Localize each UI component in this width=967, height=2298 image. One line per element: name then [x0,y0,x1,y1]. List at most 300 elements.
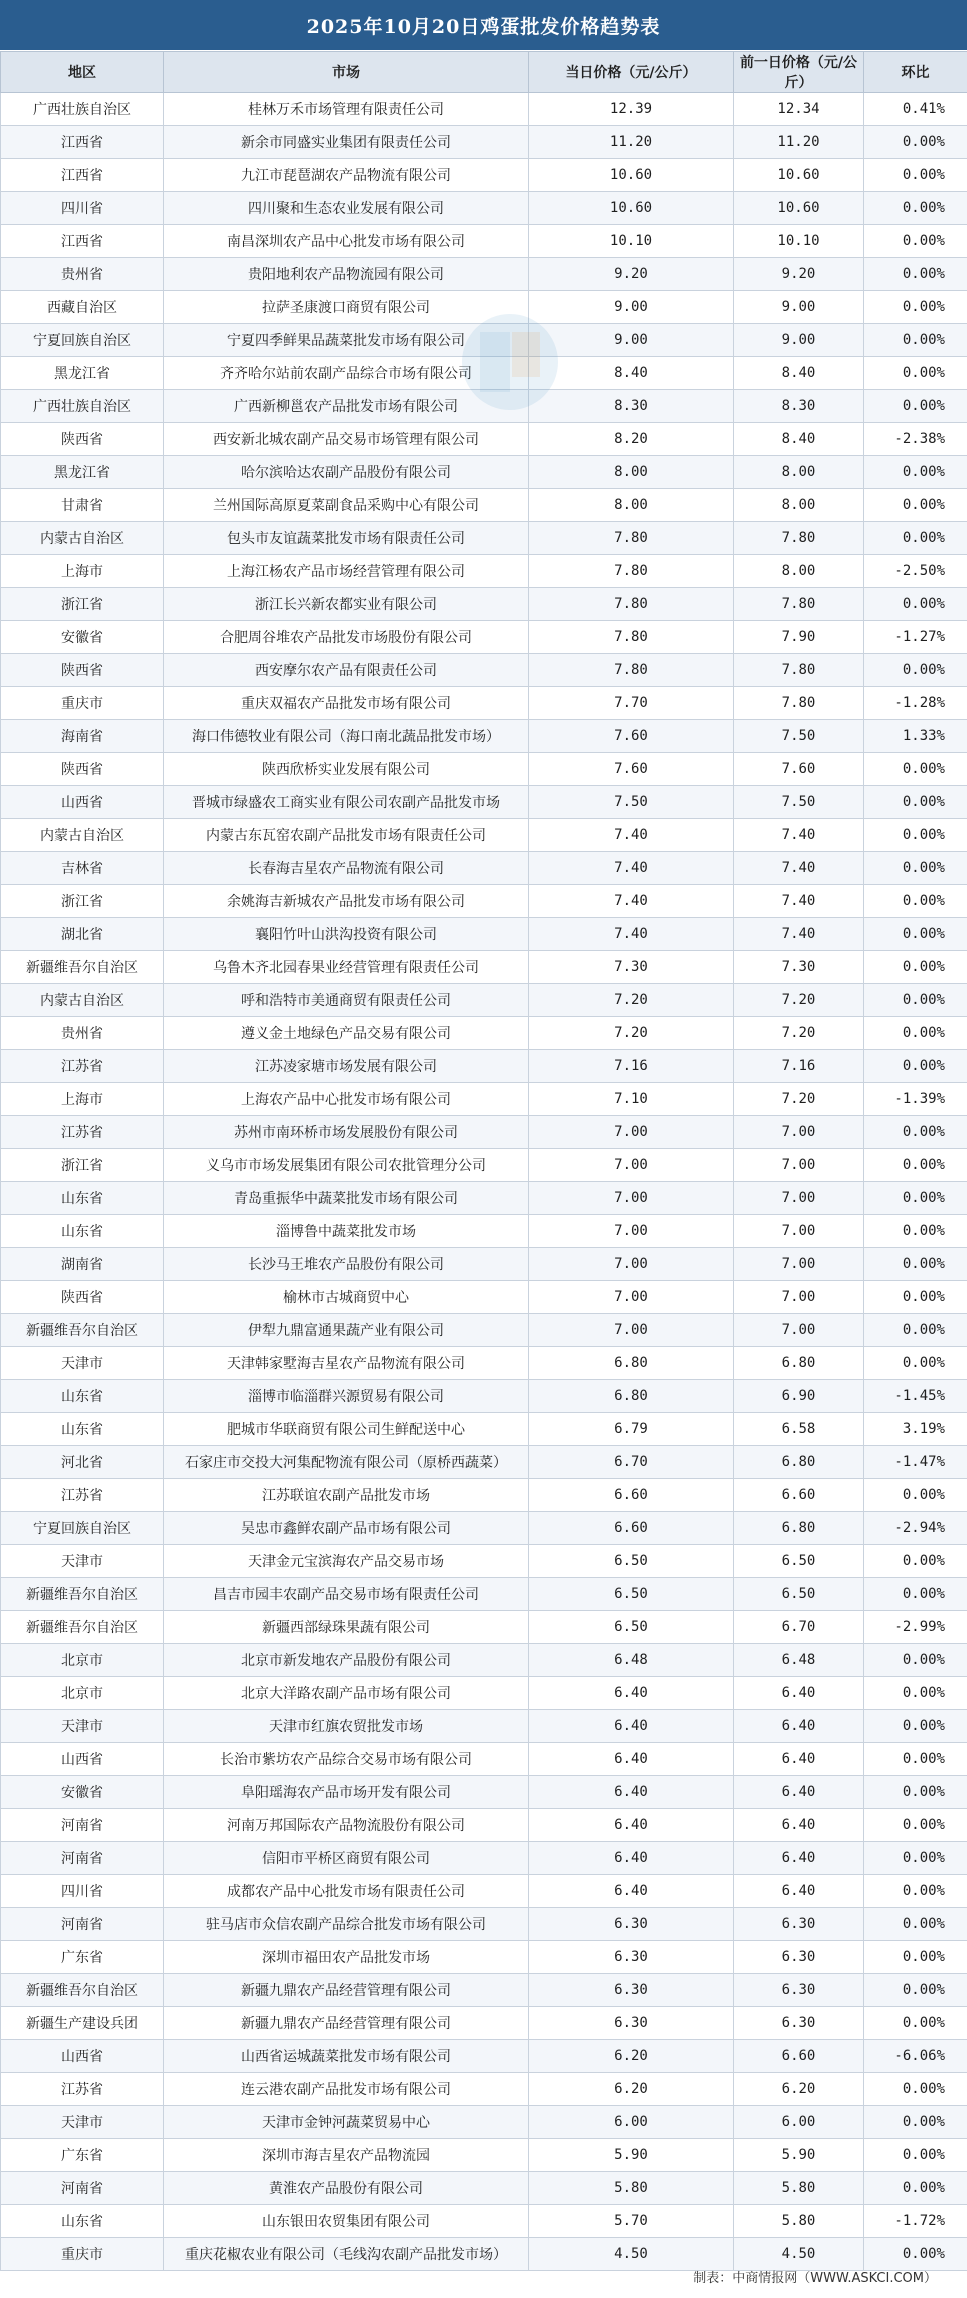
region-cell: 河南省 [1,1908,164,1941]
region-cell: 广西壮族自治区 [1,93,164,126]
price-prev-cell: 7.60 [734,753,864,786]
table-row [1,423,967,456]
price-today-cell: 5.70 [529,2205,734,2238]
price-prev-cell: 7.50 [734,786,864,819]
change-cell: 0.00% [864,1545,967,1578]
price-prev-cell: 6.80 [734,1512,864,1545]
market-cell: 义乌市市场发展集团有限公司农批管理分公司 [164,1149,529,1182]
price-today-cell: 7.00 [529,1248,734,1281]
table-row [1,1776,967,1809]
region-cell: 陕西省 [1,1281,164,1314]
change-cell: 1.33% [864,720,967,753]
price-prev-cell: 7.80 [734,654,864,687]
region-cell: 宁夏回族自治区 [1,324,164,357]
market-cell: 天津金元宝滨海农产品交易市场 [164,1545,529,1578]
price-today-cell: 6.30 [529,2007,734,2040]
table-row [1,1380,967,1413]
region-cell: 北京市 [1,1644,164,1677]
price-today-cell: 10.60 [529,192,734,225]
price-table [0,51,967,2271]
change-cell: 0.00% [864,1479,967,1512]
market-cell: 包头市友谊蔬菜批发市场有限责任公司 [164,522,529,555]
change-cell: 0.00% [864,126,967,159]
price-prev-cell: 7.40 [734,885,864,918]
price-today-cell: 7.20 [529,1017,734,1050]
market-cell: 新疆九鼎农产品经营管理有限公司 [164,1974,529,2007]
market-cell: 长沙马王堆农产品股份有限公司 [164,1248,529,1281]
price-prev-cell: 6.30 [734,1941,864,1974]
region-cell: 江西省 [1,126,164,159]
region-cell: 湖北省 [1,918,164,951]
price-prev-cell: 6.20 [734,2073,864,2106]
change-cell: -2.38% [864,423,967,456]
region-cell: 西藏自治区 [1,291,164,324]
price-today-cell: 7.40 [529,819,734,852]
change-cell: 0.00% [864,258,967,291]
region-cell: 山东省 [1,2205,164,2238]
change-cell: 0.00% [864,1743,967,1776]
price-today-cell: 7.80 [529,555,734,588]
price-today-cell: 9.00 [529,324,734,357]
price-today-cell: 7.00 [529,1314,734,1347]
price-today-cell: 10.60 [529,159,734,192]
price-prev-cell: 6.50 [734,1545,864,1578]
table-row [1,1644,967,1677]
market-cell: 桂林万禾市场管理有限责任公司 [164,93,529,126]
region-cell: 河南省 [1,1809,164,1842]
market-cell: 阜阳瑶海农产品市场开发有限公司 [164,1776,529,1809]
region-cell: 山西省 [1,786,164,819]
price-today-cell: 4.50 [529,2238,734,2271]
price-today-cell: 6.40 [529,1809,734,1842]
market-cell: 新余市同盛实业集团有限责任公司 [164,126,529,159]
change-cell: 0.00% [864,2139,967,2172]
market-cell: 广西新柳邕农产品批发市场有限公司 [164,390,529,423]
region-cell: 安徽省 [1,621,164,654]
region-cell: 安徽省 [1,1776,164,1809]
price-today-cell: 7.50 [529,786,734,819]
table-row [1,1347,967,1380]
market-cell: 成都农产品中心批发市场有限责任公司 [164,1875,529,1908]
price-prev-cell: 6.40 [734,1842,864,1875]
region-cell: 黑龙江省 [1,357,164,390]
table-row [1,126,967,159]
table-row [1,2205,967,2238]
price-prev-cell: 8.00 [734,456,864,489]
market-cell: 遵义金土地绿色产品交易有限公司 [164,1017,529,1050]
price-today-cell: 6.60 [529,1479,734,1512]
region-cell: 新疆生产建设兵团 [1,2007,164,2040]
region-cell: 浙江省 [1,885,164,918]
table-row [1,489,967,522]
price-today-cell: 8.00 [529,456,734,489]
market-cell: 北京大洋路农副产品市场有限公司 [164,1677,529,1710]
price-today-cell: 7.20 [529,984,734,1017]
change-cell: 0.00% [864,324,967,357]
change-cell: -2.94% [864,1512,967,1545]
price-today-cell: 7.80 [529,621,734,654]
price-prev-cell: 6.48 [734,1644,864,1677]
price-prev-cell: 9.00 [734,291,864,324]
header-price-prev: 前一日价格（元/公斤） [734,52,864,93]
region-cell: 北京市 [1,1677,164,1710]
change-cell: 0.00% [864,357,967,390]
table-row [1,852,967,885]
region-cell: 四川省 [1,1875,164,1908]
table-row [1,687,967,720]
price-prev-cell: 6.60 [734,1479,864,1512]
price-prev-cell: 7.00 [734,1116,864,1149]
market-cell: 北京市新发地农产品股份有限公司 [164,1644,529,1677]
table-row [1,1875,967,1908]
table-row [1,1941,967,1974]
table-row [1,357,967,390]
market-cell: 山西省运城蔬菜批发市场有限公司 [164,2040,529,2073]
price-prev-cell: 7.00 [734,1182,864,1215]
table-row [1,1545,967,1578]
table-row [1,1182,967,1215]
price-today-cell: 6.20 [529,2040,734,2073]
table-row [1,1281,967,1314]
region-cell: 河北省 [1,1446,164,1479]
price-today-cell: 7.16 [529,1050,734,1083]
region-cell: 广东省 [1,1941,164,1974]
price-today-cell: 6.20 [529,2073,734,2106]
price-prev-cell: 7.20 [734,1083,864,1116]
change-cell: 0.00% [864,456,967,489]
price-today-cell: 7.00 [529,1182,734,1215]
price-today-cell: 6.30 [529,1974,734,2007]
table-row [1,1842,967,1875]
table-row [1,192,967,225]
price-prev-cell: 7.30 [734,951,864,984]
table-row [1,522,967,555]
market-cell: 南昌深圳农产品中心批发市场有限公司 [164,225,529,258]
change-cell: 0.00% [864,1809,967,1842]
change-cell: 3.19% [864,1413,967,1446]
table-row [1,1446,967,1479]
price-today-cell: 6.50 [529,1545,734,1578]
market-cell: 海口伟德牧业有限公司（海口南北蔬品批发市场） [164,720,529,753]
region-cell: 江西省 [1,159,164,192]
price-prev-cell: 10.10 [734,225,864,258]
price-prev-cell: 6.40 [734,1677,864,1710]
price-today-cell: 7.80 [529,522,734,555]
region-cell: 河南省 [1,1842,164,1875]
market-cell: 晋城市绿盛农工商实业有限公司农副产品批发市场 [164,786,529,819]
price-prev-cell: 7.00 [734,1281,864,1314]
change-cell: 0.00% [864,1017,967,1050]
price-prev-cell: 6.70 [734,1611,864,1644]
price-today-cell: 7.40 [529,885,734,918]
price-prev-cell: 7.80 [734,588,864,621]
price-today-cell: 7.60 [529,753,734,786]
price-today-cell: 6.40 [529,1842,734,1875]
price-today-cell: 7.00 [529,1149,734,1182]
region-cell: 山东省 [1,1215,164,1248]
market-cell: 江苏凌家塘市场发展有限公司 [164,1050,529,1083]
region-cell: 江苏省 [1,1479,164,1512]
table-row [1,951,967,984]
change-cell: 0.00% [864,918,967,951]
market-cell: 新疆西部绿珠果蔬有限公司 [164,1611,529,1644]
price-today-cell: 7.80 [529,588,734,621]
price-prev-cell: 5.80 [734,2205,864,2238]
change-cell: -1.39% [864,1083,967,1116]
price-prev-cell: 7.50 [734,720,864,753]
region-cell: 江苏省 [1,1050,164,1083]
market-cell: 天津市红旗农贸批发市场 [164,1710,529,1743]
price-prev-cell: 9.20 [734,258,864,291]
price-today-cell: 6.40 [529,1677,734,1710]
change-cell: 0.00% [864,1941,967,1974]
price-prev-cell: 5.80 [734,2172,864,2205]
change-cell: 0.00% [864,786,967,819]
region-cell: 湖南省 [1,1248,164,1281]
market-cell: 贵阳地利农产品物流园有限公司 [164,258,529,291]
table-row [1,918,967,951]
table-row [1,984,967,1017]
market-cell: 长治市紫坊农产品综合交易市场有限公司 [164,1743,529,1776]
market-cell: 齐齐哈尔站前农副产品综合市场有限公司 [164,357,529,390]
market-cell: 重庆双福农产品批发市场有限公司 [164,687,529,720]
price-prev-cell: 8.30 [734,390,864,423]
price-today-cell: 7.00 [529,1215,734,1248]
market-cell: 连云港农副产品批发市场有限公司 [164,2073,529,2106]
table-row [1,291,967,324]
change-cell: -1.28% [864,687,967,720]
region-cell: 新疆维吾尔自治区 [1,1578,164,1611]
price-prev-cell: 9.00 [734,324,864,357]
change-cell: 0.00% [864,1710,967,1743]
region-cell: 天津市 [1,1347,164,1380]
market-cell: 苏州市南环桥市场发展股份有限公司 [164,1116,529,1149]
price-prev-cell: 4.50 [734,2238,864,2271]
price-today-cell: 6.80 [529,1380,734,1413]
table-row [1,1215,967,1248]
change-cell: 0.00% [864,753,967,786]
price-today-cell: 6.60 [529,1512,734,1545]
market-cell: 黄淮农产品股份有限公司 [164,2172,529,2205]
market-cell: 石家庄市交投大河集配物流有限公司（原桥西蔬菜） [164,1446,529,1479]
price-prev-cell: 8.40 [734,357,864,390]
region-cell: 广东省 [1,2139,164,2172]
market-cell: 榆林市古城商贸中心 [164,1281,529,1314]
change-cell: 0.00% [864,1182,967,1215]
table-row [1,2040,967,2073]
market-cell: 信阳市平桥区商贸有限公司 [164,1842,529,1875]
price-prev-cell: 6.40 [734,1710,864,1743]
change-cell: -2.50% [864,555,967,588]
price-prev-cell: 7.80 [734,522,864,555]
price-today-cell: 6.30 [529,1908,734,1941]
market-cell: 九江市琵琶湖农产品物流有限公司 [164,159,529,192]
change-cell: 0.00% [864,1842,967,1875]
price-prev-cell: 6.30 [734,1974,864,2007]
change-cell: 0.00% [864,1314,967,1347]
price-prev-cell: 10.60 [734,159,864,192]
market-cell: 深圳市福田农产品批发市场 [164,1941,529,1974]
price-prev-cell: 6.90 [734,1380,864,1413]
table-row [1,1512,967,1545]
market-cell: 四川聚和生态农业发展有限公司 [164,192,529,225]
region-cell: 四川省 [1,192,164,225]
change-cell: 0.00% [864,2238,967,2271]
market-cell: 青岛重振华中蔬菜批发市场有限公司 [164,1182,529,1215]
market-cell: 天津市金钟河蔬菜贸易中心 [164,2106,529,2139]
table-row [1,1017,967,1050]
price-prev-cell: 8.00 [734,489,864,522]
market-cell: 长春海吉星农产品物流有限公司 [164,852,529,885]
table-row [1,588,967,621]
table-row [1,2139,967,2172]
region-cell: 新疆维吾尔自治区 [1,951,164,984]
table-row [1,1710,967,1743]
table-row [1,621,967,654]
change-cell: 0.00% [864,1248,967,1281]
price-prev-cell: 12.34 [734,93,864,126]
header-row [1,52,967,93]
table-row [1,2172,967,2205]
table-row [1,1083,967,1116]
header-region: 地区 [1,52,164,93]
table-row [1,1149,967,1182]
market-cell: 河南万邦国际农产品物流股份有限公司 [164,1809,529,1842]
price-today-cell: 6.70 [529,1446,734,1479]
market-cell: 淄博市临淄群兴源贸易有限公司 [164,1380,529,1413]
market-cell: 宁夏四季鲜果品蔬菜批发市场有限公司 [164,324,529,357]
market-cell: 上海江杨农产品市场经营管理有限公司 [164,555,529,588]
region-cell: 江苏省 [1,1116,164,1149]
price-today-cell: 12.39 [529,93,734,126]
price-prev-cell: 7.80 [734,687,864,720]
region-cell: 山西省 [1,2040,164,2073]
table-row [1,2238,967,2271]
table-row [1,1314,967,1347]
table-body [1,93,967,2271]
table-row [1,2007,967,2040]
region-cell: 天津市 [1,1710,164,1743]
change-cell: 0.00% [864,390,967,423]
change-cell: 0.00% [864,1347,967,1380]
change-cell: 0.00% [864,588,967,621]
price-prev-cell: 7.20 [734,1017,864,1050]
region-cell: 新疆维吾尔自治区 [1,1611,164,1644]
change-cell: 0.00% [864,2172,967,2205]
table-row [1,1050,967,1083]
region-cell: 甘肃省 [1,489,164,522]
change-cell: -1.72% [864,2205,967,2238]
market-cell: 兰州国际高原夏菜副食品采购中心有限公司 [164,489,529,522]
price-today-cell: 7.00 [529,1116,734,1149]
market-cell: 淄博鲁中蔬菜批发市场 [164,1215,529,1248]
table-row [1,159,967,192]
price-today-cell: 8.40 [529,357,734,390]
price-today-cell: 8.30 [529,390,734,423]
table-row [1,390,967,423]
region-cell: 天津市 [1,2106,164,2139]
change-cell: 0.00% [864,291,967,324]
region-cell: 浙江省 [1,1149,164,1182]
region-cell: 天津市 [1,1545,164,1578]
price-prev-cell: 6.00 [734,2106,864,2139]
price-prev-cell: 5.90 [734,2139,864,2172]
price-today-cell: 11.20 [529,126,734,159]
region-cell: 新疆维吾尔自治区 [1,1974,164,2007]
region-cell: 浙江省 [1,588,164,621]
market-cell: 呼和浩特市美通商贸有限责任公司 [164,984,529,1017]
table-row [1,225,967,258]
price-today-cell: 7.40 [529,852,734,885]
price-today-cell: 6.50 [529,1611,734,1644]
price-today-cell: 7.60 [529,720,734,753]
table-row [1,1413,967,1446]
price-prev-cell: 6.40 [734,1809,864,1842]
market-cell: 深圳市海吉星农产品物流园 [164,2139,529,2172]
price-today-cell: 7.00 [529,1281,734,1314]
table-row [1,1578,967,1611]
table-row [1,2106,967,2139]
price-today-cell: 7.80 [529,654,734,687]
price-today-cell: 8.20 [529,423,734,456]
price-prev-cell: 6.80 [734,1347,864,1380]
header-price-today: 当日价格（元/公斤） [529,52,734,93]
price-today-cell: 6.00 [529,2106,734,2139]
change-cell: 0.00% [864,159,967,192]
change-cell: 0.41% [864,93,967,126]
region-cell: 陕西省 [1,423,164,456]
price-today-cell: 8.00 [529,489,734,522]
change-cell: 0.00% [864,1644,967,1677]
table-row [1,258,967,291]
price-today-cell: 9.00 [529,291,734,324]
price-today-cell: 6.40 [529,1875,734,1908]
price-today-cell: 6.79 [529,1413,734,1446]
region-cell: 吉林省 [1,852,164,885]
change-cell: -1.47% [864,1446,967,1479]
price-prev-cell: 7.16 [734,1050,864,1083]
change-cell: 0.00% [864,225,967,258]
region-cell: 黑龙江省 [1,456,164,489]
region-cell: 山东省 [1,1413,164,1446]
source-footer: 制表：中商情报网（WWW.ASKCI.COM） [693,2271,937,2286]
price-today-cell: 10.10 [529,225,734,258]
price-prev-cell: 6.30 [734,1908,864,1941]
table-row [1,555,967,588]
price-prev-cell: 8.00 [734,555,864,588]
market-cell: 浙江长兴新农都实业有限公司 [164,588,529,621]
table-row [1,786,967,819]
table-row [1,654,967,687]
market-cell: 上海农产品中心批发市场有限公司 [164,1083,529,1116]
table-row [1,324,967,357]
region-cell: 山东省 [1,1380,164,1413]
table-row [1,1974,967,2007]
change-cell: 0.00% [864,489,967,522]
change-cell: 0.00% [864,1215,967,1248]
region-cell: 江苏省 [1,2073,164,2106]
table-row [1,1908,967,1941]
price-prev-cell: 7.00 [734,1149,864,1182]
table-row [1,1479,967,1512]
market-cell: 西安新北城农副产品交易市场管理有限公司 [164,423,529,456]
region-cell: 上海市 [1,555,164,588]
change-cell: -1.45% [864,1380,967,1413]
price-prev-cell: 6.40 [734,1875,864,1908]
market-cell: 新疆九鼎农产品经营管理有限公司 [164,2007,529,2040]
table-row [1,1611,967,1644]
region-cell: 海南省 [1,720,164,753]
